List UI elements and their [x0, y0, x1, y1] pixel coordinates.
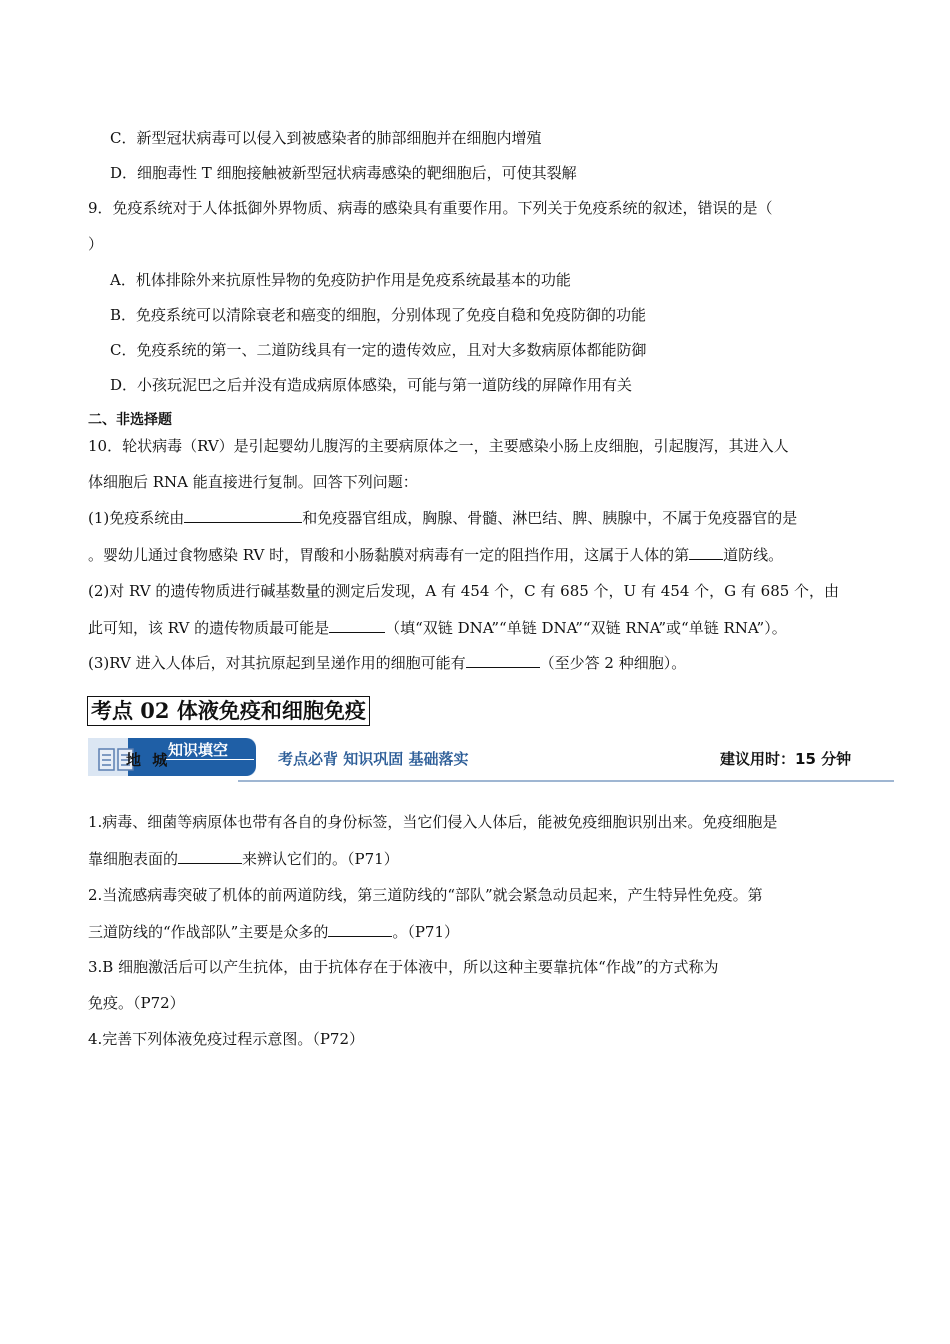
fill-item-1-cont [88, 849, 399, 869]
q10-part-1-text-c: 。婴幼儿通过食物感染 RV 时，胃酸和小肠黏膜对病毒有一定的阻挡作用，这属于人体的第 [88, 546, 690, 564]
q10-part-1-text-d: 道防线。 [723, 546, 784, 564]
fill-item-4: 4.完善下列体液免疫过程示意图。（P72） [88, 1030, 364, 1048]
q9-stem-end: ） [88, 235, 104, 253]
q10-part-1-text-b: 和免疫器官组成，胸腺、骨髓、淋巴结、脾、胰腺中，不属于免疫器官的是 [302, 509, 798, 527]
section-title: 考点 02 体液免疫和细胞免疫 [87, 696, 370, 726]
fill-item-1-text-b: 靠细胞表面的 [88, 850, 179, 868]
answer-blank[interactable] [466, 653, 540, 668]
q8-option-c: C．新型冠状病毒可以侵入到被感染者的肺部细胞并在细胞内增殖 [110, 129, 542, 147]
q10-part-2: (2)对 RV 的遗传物质进行碱基数量的测定后发现，A 有 454 个，C 有 685 个，U 有 454 个，G 有 685 个，由 [88, 582, 840, 600]
fill-item-3: 3.B 细胞激活后可以产生抗体，由于抗体存在于体液中，所以这种主要靠抗体“作战”的方式称为 [88, 958, 719, 976]
answer-blank[interactable] [178, 849, 242, 864]
q10-part-1 [88, 508, 797, 528]
knowledge-banner [88, 736, 894, 782]
q10-part-1-cont [88, 545, 783, 565]
q10-part-3-text-a: (3)RV 进入人体后，对其抗原起到呈递作用的细胞可能有 [88, 654, 466, 672]
banner-overlay-text: 地 城 [126, 751, 171, 769]
answer-blank[interactable] [329, 618, 385, 633]
fill-item-1-text-c: 来辨认它们的。（P71） [242, 850, 399, 868]
banner-underline [238, 780, 894, 782]
fill-item-3-cont: 免疫。（P72） [88, 994, 185, 1012]
fill-item-2-cont [88, 922, 459, 942]
q10-part-2-text-b: 此可知，该 RV 的遗传物质最可能是 [88, 619, 330, 637]
q9-option-b: B．免疫系统可以清除衰老和癌变的细胞，分别体现了免疫自稳和免疫防御的功能 [110, 306, 647, 324]
fill-item-2-text-c: 。（P71） [392, 923, 460, 941]
q10-line-1: 10．轮状病毒（RV）是引起婴幼儿腹泻的主要病原体之一，主要感染小肠上皮细胞，引起腹泻，其进入人 [88, 437, 789, 455]
fill-item-2: 2.当流感病毒突破了机体的前两道防线，第三道防线的“部队”就会紧急动员起来，产生特异性免疫。第 [88, 886, 763, 904]
banner-label-underline [166, 759, 254, 760]
suggested-time: 建议用时：15 分钟 [720, 750, 852, 768]
q9-option-d: D．小孩玩泥巴之后并没有造成病原体感染，可能与第一道防线的屏障作用有关 [110, 376, 633, 394]
q9-option-a: A．机体排除外来抗原性异物的免疫防护作用是免疫系统最基本的功能 [110, 271, 571, 289]
q8-option-d: D．细胞毒性 T 细胞接触被新型冠状病毒感染的靶细胞后，可使其裂解 [110, 164, 577, 182]
banner-label: 知识填空 [168, 741, 229, 759]
fill-item-2-text-b: 三道防线的“作战部队”主要是众多的 [88, 923, 329, 941]
q10-line-2: 体细胞后 RNA 能直接进行复制。回答下列问题： [88, 473, 418, 491]
q10-part-2-cont [88, 618, 787, 638]
answer-blank[interactable] [184, 508, 302, 523]
answer-blank[interactable] [689, 545, 723, 560]
banner-slogan: 考点必背 知识巩固 基础落实 [278, 750, 469, 768]
part-two-heading: 二、非选择题 [88, 412, 172, 428]
q10-part-1-text-a: (1)免疫系统由 [88, 509, 185, 527]
q10-part-2-text-c: （填“双链 DNA”“单链 DNA”“双链 RNA”或“单链 RNA”）。 [385, 619, 787, 637]
fill-item-1: 1.病毒、细菌等病原体也带有各自的身份标签，当它们侵入人体后，能被免疫细胞识别出来。免疫细胞是 [88, 813, 778, 831]
q10-part-3 [88, 653, 686, 673]
q9-stem: 9．免疫系统对于人体抵御外界物质、病毒的感染具有重要作用。下列关于免疫系统的叙述，错误的是（ [88, 199, 773, 217]
q10-part-3-text-b: （至少答 2 种细胞）。 [539, 654, 687, 672]
answer-blank[interactable] [328, 922, 392, 937]
q9-option-c: C．免疫系统的第一、二道防线具有一定的遗传效应，且对大多数病原体都能防御 [110, 341, 647, 359]
